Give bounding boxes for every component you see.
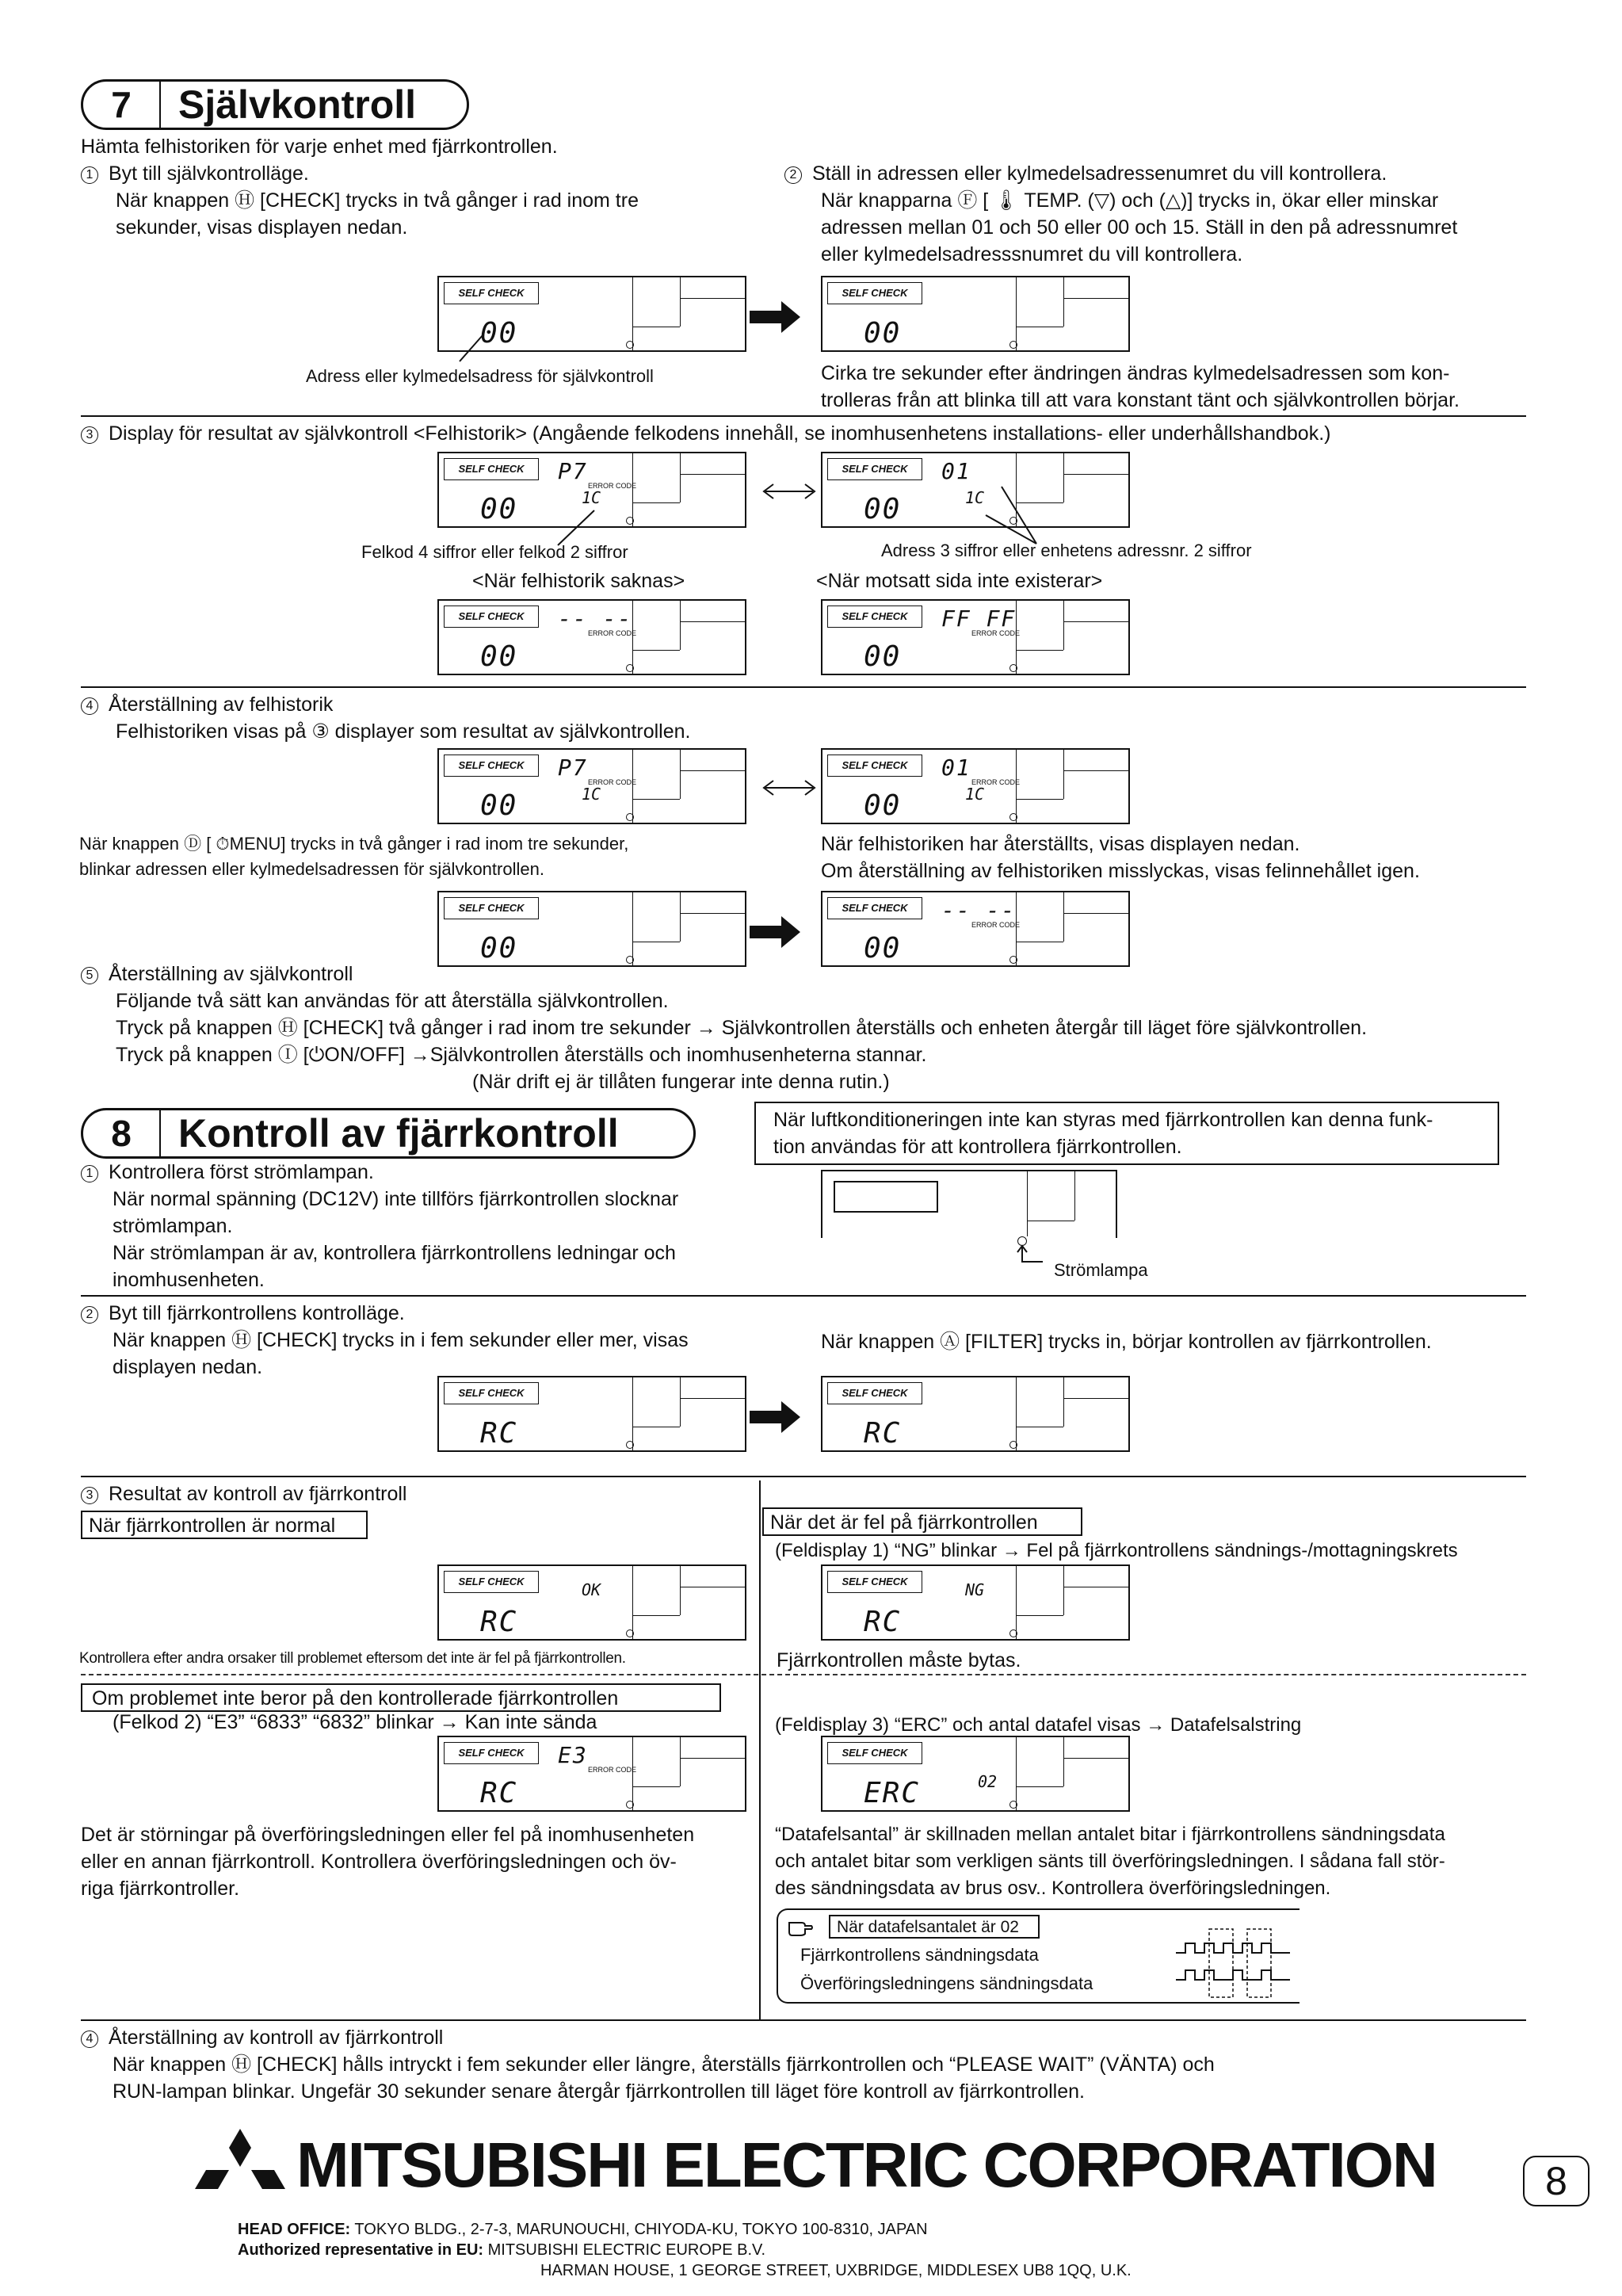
lcd-display xyxy=(821,748,1130,824)
error-code-caption: Felkod 4 siffror eller felkod 2 siffror xyxy=(361,542,628,562)
s8-step-1-line-1: När normal spänning (DC12V) inte tillförs fjärrkontrollen slocknar xyxy=(113,1188,679,1210)
error-code-digits-2: 1C xyxy=(965,488,985,507)
section-title: Kontroll av fjärrkontroll xyxy=(178,1111,619,1156)
info-box xyxy=(754,1102,1499,1165)
line-data-label: Överföringsledningens sändningsdata xyxy=(800,1973,1093,1993)
step-4-left-line-2: blinkar adressen eller kylmedelsadressen för självkontrollen. xyxy=(79,859,544,879)
pointer-line xyxy=(1014,1244,1046,1268)
lcd-display xyxy=(821,1736,1130,1812)
address-digits: 00 xyxy=(480,640,518,673)
self-check-label: SELF CHECK xyxy=(827,282,922,304)
lcd-display xyxy=(821,599,1130,675)
s8-step-4-line-2: RUN-lampan blinkar. Ungefär 30 sekunder senare återgår fjärrkontrollen till läget före kontroll av fjärrkontrollen. xyxy=(113,2080,1085,2103)
step-text: Återställning av felhistorik xyxy=(108,693,334,716)
unit-address-digits: 01 xyxy=(941,755,971,781)
step-text: Byt till självkontrolläge. xyxy=(108,162,309,185)
self-check-label: SELF CHECK xyxy=(444,282,539,304)
step-2-line-4: eller kylmedelsadresssnumret du vill kontrollera. xyxy=(821,243,1243,266)
self-check-label: SELF CHECK xyxy=(827,897,922,919)
s8-step-2-line-1: När knappen Ⓗ [CHECK] trycks in i fem sekunder eller mer, visas xyxy=(113,1329,689,1351)
head-office-label: HEAD OFFICE: xyxy=(238,2221,351,2238)
step-number: 4 xyxy=(81,2030,98,2048)
error-code-digits: -- -- xyxy=(941,897,1017,923)
self-check-label: SELF CHECK xyxy=(444,606,539,628)
address-digits: 00 xyxy=(864,640,902,673)
change-line-2: trolleras från att blinka till att vara konstant tänt och självkontrollen börjar. xyxy=(821,389,1460,411)
arrow-right-icon xyxy=(750,1401,802,1433)
lcd-display xyxy=(437,891,746,967)
error-code-label: ERROR CODE xyxy=(971,629,1021,637)
other-description: (Felkod 2) “E3” “6833” “6832” blinkar → Kan inte sända xyxy=(113,1711,597,1733)
divider xyxy=(81,686,1526,688)
self-check-label: SELF CHECK xyxy=(444,755,539,777)
left-paragraph-line-3: riga fjärrkontroller. xyxy=(81,1878,240,1900)
lcd-display xyxy=(821,891,1130,967)
address-caption: Adress eller kylmedelsadress för självkontroll xyxy=(306,366,654,386)
double-arrow-icon xyxy=(761,778,818,797)
lcd-display xyxy=(437,1376,746,1452)
fault-label-box xyxy=(762,1507,1082,1536)
step-number: 2 xyxy=(81,1306,98,1324)
self-check-label: SELF CHECK xyxy=(827,458,922,480)
lcd-display xyxy=(437,1564,746,1641)
step-text: Kontrollera först strömlampan. xyxy=(108,1161,374,1183)
count-label: När datafelsantalet är 02 xyxy=(837,1918,1019,1936)
s8-step-1-line-3: När strömlampan är av, kontrollera fjärrkontrollens ledningar och xyxy=(113,1242,676,1264)
address-digits: 00 xyxy=(480,317,518,350)
step-number: 4 xyxy=(81,697,98,715)
address-digits-caption: Adress 3 siffror eller enhetens adressnr. 2 siffror xyxy=(881,541,1252,560)
lcd-display xyxy=(821,1564,1130,1641)
right-paragraph-line-2: och antalet bitar som verkligen sänts till överföringsledningen. I sådana fall stör- xyxy=(775,1851,1445,1872)
step-number: 3 xyxy=(81,426,98,444)
erc-digits: ERC xyxy=(864,1777,921,1809)
error-count-digits: 02 xyxy=(978,1772,998,1791)
left-paragraph-line-2: eller en annan fjärrkontroll. Kontrollera överföringsledningen och öv- xyxy=(81,1851,677,1873)
self-check-label: SELF CHECK xyxy=(827,1571,922,1593)
divider xyxy=(81,1476,1526,1477)
column-divider xyxy=(759,1480,761,2019)
ok-digits: OK xyxy=(582,1580,601,1599)
mitsubishi-logo-icon xyxy=(195,2129,285,2208)
lcd-display xyxy=(821,276,1130,352)
self-check-label: SELF CHECK xyxy=(827,1382,922,1404)
step-text: Återställning av kontroll av fjärrkontroll xyxy=(108,2027,444,2049)
step-text: Återställning av självkontroll xyxy=(108,963,353,985)
s8-step-2-title xyxy=(81,1300,405,1327)
normal-note: Kontrollera efter andra orsaker till problemet eftersom det inte är fel på fjärrkontrollen. xyxy=(79,1650,626,1667)
error-code-digits-2: 1C xyxy=(582,785,601,804)
self-check-label: SELF CHECK xyxy=(827,1742,922,1764)
normal-label: När fjärrkontrollen är normal xyxy=(89,1515,336,1537)
step-text: Resultat av kontroll av fjärrkontroll xyxy=(108,1483,407,1505)
change-line-1: Cirka tre sekunder efter ändringen ändras kylmedelsadressen som kon- xyxy=(821,362,1450,384)
arrow-right-icon xyxy=(750,916,802,948)
section-number: 7 xyxy=(83,82,161,128)
step-text: Byt till fjärrkontrollens kontrolläge. xyxy=(108,1302,405,1324)
error-code-digits: P7 xyxy=(558,755,588,781)
erc-description: (Feldisplay 3) “ERC” och antal datafel visas → Datafelsalstring xyxy=(775,1714,1302,1736)
self-check-label: SELF CHECK xyxy=(827,606,922,628)
pointer-line xyxy=(970,483,1041,547)
step-4-right-line-1: När felhistoriken har återställts, visas displayen nedan. xyxy=(821,833,1300,855)
step-4-title xyxy=(81,691,333,718)
lcd-display xyxy=(437,1736,746,1812)
normal-label-box xyxy=(81,1511,368,1539)
error-code-digits: E3 xyxy=(558,1742,588,1768)
address-digits: 00 xyxy=(864,789,902,822)
step-5-line-3: Tryck på knappen Ⓘ [⏻ON/OFF] →Självkontrollen återställs och inomhusenheterna stannar. xyxy=(116,1044,927,1066)
error-code-label: ERROR CODE xyxy=(588,629,637,637)
double-arrow-icon xyxy=(761,482,818,501)
rc-digits: RC xyxy=(480,1777,518,1809)
unit-address-digits: 01 xyxy=(941,458,971,484)
step-2-line-2: När knapparna Ⓕ [ 🌡 TEMP. (▽) och (△)] trycks in, ökar eller minskar xyxy=(821,189,1439,212)
error-code-digits-2: 1C xyxy=(582,488,601,507)
divider xyxy=(81,415,1526,417)
step-4-line-1: Felhistoriken visas på ③ displayer som resultat av självkontrollen. xyxy=(116,720,691,743)
divider xyxy=(81,1295,1526,1297)
address-digits: 00 xyxy=(480,493,518,525)
address-digits: 00 xyxy=(480,932,518,965)
ng-digits: NG xyxy=(965,1580,985,1599)
step-1-line-2: sekunder, visas displayen nedan. xyxy=(116,216,408,239)
s8-step-1-line-2: strömlampan. xyxy=(113,1215,233,1237)
s8-step-1-title xyxy=(81,1159,374,1186)
step-2-line-1 xyxy=(784,160,1387,187)
step-5-line-1: Följande två sätt kan användas för att återställa självkontrollen. xyxy=(116,990,669,1012)
error-code-label: ERROR CODE xyxy=(588,778,637,786)
other-label: Om problemet inte beror på den kontrollerade fjärrkontrollen xyxy=(92,1687,619,1710)
error-code-digits: FF FF xyxy=(941,606,1017,632)
lcd-display xyxy=(821,1376,1130,1452)
page-number: 8 xyxy=(1523,2156,1590,2206)
eu-rep-address: HARMAN HOUSE, 1 GEORGE STREET, UXBRIDGE, MIDDLESEX UB8 1QQ, U.K. xyxy=(540,2262,1132,2279)
no-other-side-caption: <När motsatt sida inte existerar> xyxy=(816,570,1103,592)
right-paragraph-line-3: des sändningsdata av brus osv.. Kontrollera överföringsledningen. xyxy=(775,1878,1331,1899)
s8-step-4-title xyxy=(81,2024,443,2051)
rc-digits: RC xyxy=(480,1606,518,1638)
self-check-label: SELF CHECK xyxy=(444,1742,539,1764)
count-label-box xyxy=(829,1915,1040,1939)
s8-step-4-line-1: När knappen Ⓗ [CHECK] hålls intryckt i fem sekunder eller längre, återställs fjärrkontrollen och “PLEASE WAIT” (VÄNTA) och xyxy=(113,2053,1215,2076)
waveform-diagram xyxy=(1174,1924,1293,2000)
self-check-label: SELF CHECK xyxy=(444,1382,539,1404)
s8-step-3-title xyxy=(81,1480,407,1507)
error-code-label: ERROR CODE xyxy=(971,921,1021,929)
no-history-caption: <När felhistorik saknas> xyxy=(472,570,685,592)
step-number: 1 xyxy=(81,166,98,184)
error-code-label: ERROR CODE xyxy=(971,778,1021,786)
section-7-heading xyxy=(81,79,469,130)
step-4-left-line-1: När knappen Ⓓ [ ⏱MENU] trycks in två gånger i rad inom tre sekunder, xyxy=(79,834,629,854)
pointer-line xyxy=(456,331,488,363)
lcd-display xyxy=(437,748,746,824)
left-paragraph-line-1: Det är störningar på överföringsledningen eller fel på inomhusenheten xyxy=(81,1824,695,1846)
section-title: Självkontroll xyxy=(178,82,417,127)
company-name: MITSUBISHI ELECTRIC CORPORATION xyxy=(296,2130,1437,2200)
head-office-line xyxy=(238,2219,928,2240)
step-5-line-2: Tryck på knappen Ⓗ [CHECK] två gånger i rad inom tre sekunder → Självkontrollen återställs och enheten återgår till läget före självkontrollen. xyxy=(116,1017,1368,1039)
s8-step-2-right: När knappen Ⓐ [FILTER] trycks in, börjar kontrollen av fjärrkontrollen. xyxy=(821,1331,1432,1353)
eu-rep-name: MITSUBISHI ELECTRIC EUROPE B.V. xyxy=(487,2241,766,2259)
replace-note: Fjärrkontrollen måste bytas. xyxy=(777,1649,1021,1671)
rc-digits: RC xyxy=(864,1606,902,1638)
self-check-label: SELF CHECK xyxy=(827,755,922,777)
address-digits: 00 xyxy=(864,493,902,525)
rc-digits: RC xyxy=(864,1417,902,1450)
error-code-label: ERROR CODE xyxy=(588,482,637,490)
s8-step-2-line-2: displayen nedan. xyxy=(113,1356,263,1378)
section-8-heading xyxy=(81,1108,696,1159)
step-2-line-3: adressen mellan 01 och 50 eller 00 och 15. Ställ in den på adressnumret xyxy=(821,216,1458,239)
step-number: 2 xyxy=(784,166,802,184)
address-digits: 00 xyxy=(864,932,902,965)
section-number: 8 xyxy=(83,1110,161,1156)
send-data-label: Fjärrkontrollens sändningsdata xyxy=(800,1945,1039,1965)
step-text: Display för resultat av självkontroll <Felhistorik> (Angående felkodens innehåll, se inomhusenhetens installations- eller underhållshandbok.) xyxy=(108,422,1331,445)
eu-rep-label: Authorized representative in EU: xyxy=(238,2241,484,2259)
error-code-label: ERROR CODE xyxy=(588,1766,637,1774)
hand-pointer-icon xyxy=(788,1916,815,1937)
step-1-title xyxy=(81,160,309,187)
step-text: Ställ in adressen eller kylmedelsadressenumret du vill kontrollera. xyxy=(811,162,1387,185)
right-paragraph-line-1: “Datafelsantal” är skillnaden mellan antalet bitar i fjärrkontrollens sändningsdata xyxy=(775,1824,1445,1845)
error-code-digits-2: 1C xyxy=(965,785,985,804)
dashed-divider xyxy=(81,1674,1526,1675)
other-label-box xyxy=(81,1683,721,1712)
eu-rep-line xyxy=(238,2240,765,2260)
error-code-digits: P7 xyxy=(558,458,588,484)
intro-text: Hämta felhistoriken för varje enhet med fjärrkontrollen. xyxy=(81,136,558,158)
step-number: 3 xyxy=(81,1487,98,1504)
self-check-label: SELF CHECK xyxy=(444,897,539,919)
s8-step-1-line-4: inomhusenheten. xyxy=(113,1269,265,1291)
error-code-digits: -- -- xyxy=(558,606,633,632)
step-4-right-line-2: Om återställning av felhistoriken misslyckas, visas felinnehållet igen. xyxy=(821,860,1420,882)
arrow-right-icon xyxy=(750,301,802,333)
power-lamp-label: Strömlampa xyxy=(1054,1260,1148,1280)
info-box-line-2: tion användas för att kontrollera fjärrkontrollen. xyxy=(773,1136,1182,1158)
address-digits: 00 xyxy=(864,317,902,350)
head-office-address: TOKYO BLDG., 2-7-3, MARUNOUCHI, CHIYODA-KU, TOKYO 100-8310, JAPAN xyxy=(354,2221,928,2238)
step-5-line-4: (När drift ej är tillåten fungerar inte denna rutin.) xyxy=(472,1071,890,1093)
step-5-title xyxy=(81,961,353,988)
fault-label: När det är fel på fjärrkontrollen xyxy=(770,1511,1038,1534)
divider xyxy=(81,2019,1526,2021)
remote-display-window xyxy=(834,1181,938,1213)
self-check-label: SELF CHECK xyxy=(444,458,539,480)
fault-description: (Feldisplay 1) “NG” blinkar → Fel på fjärrkontrollens sändnings-/mottagningskrets xyxy=(775,1540,1458,1561)
address-digits: 00 xyxy=(480,789,518,822)
step-number: 5 xyxy=(81,967,98,984)
lcd-display xyxy=(437,599,746,675)
step-3-title xyxy=(81,420,1330,447)
rc-digits: RC xyxy=(480,1417,518,1450)
self-check-label: SELF CHECK xyxy=(444,1571,539,1593)
step-1-line-1: När knappen Ⓗ [CHECK] trycks in två gånger i rad inom tre xyxy=(116,189,639,212)
info-box-line-1: När luftkonditioneringen inte kan styras med fjärrkontrollen kan denna funk- xyxy=(773,1109,1433,1131)
step-number: 1 xyxy=(81,1165,98,1182)
